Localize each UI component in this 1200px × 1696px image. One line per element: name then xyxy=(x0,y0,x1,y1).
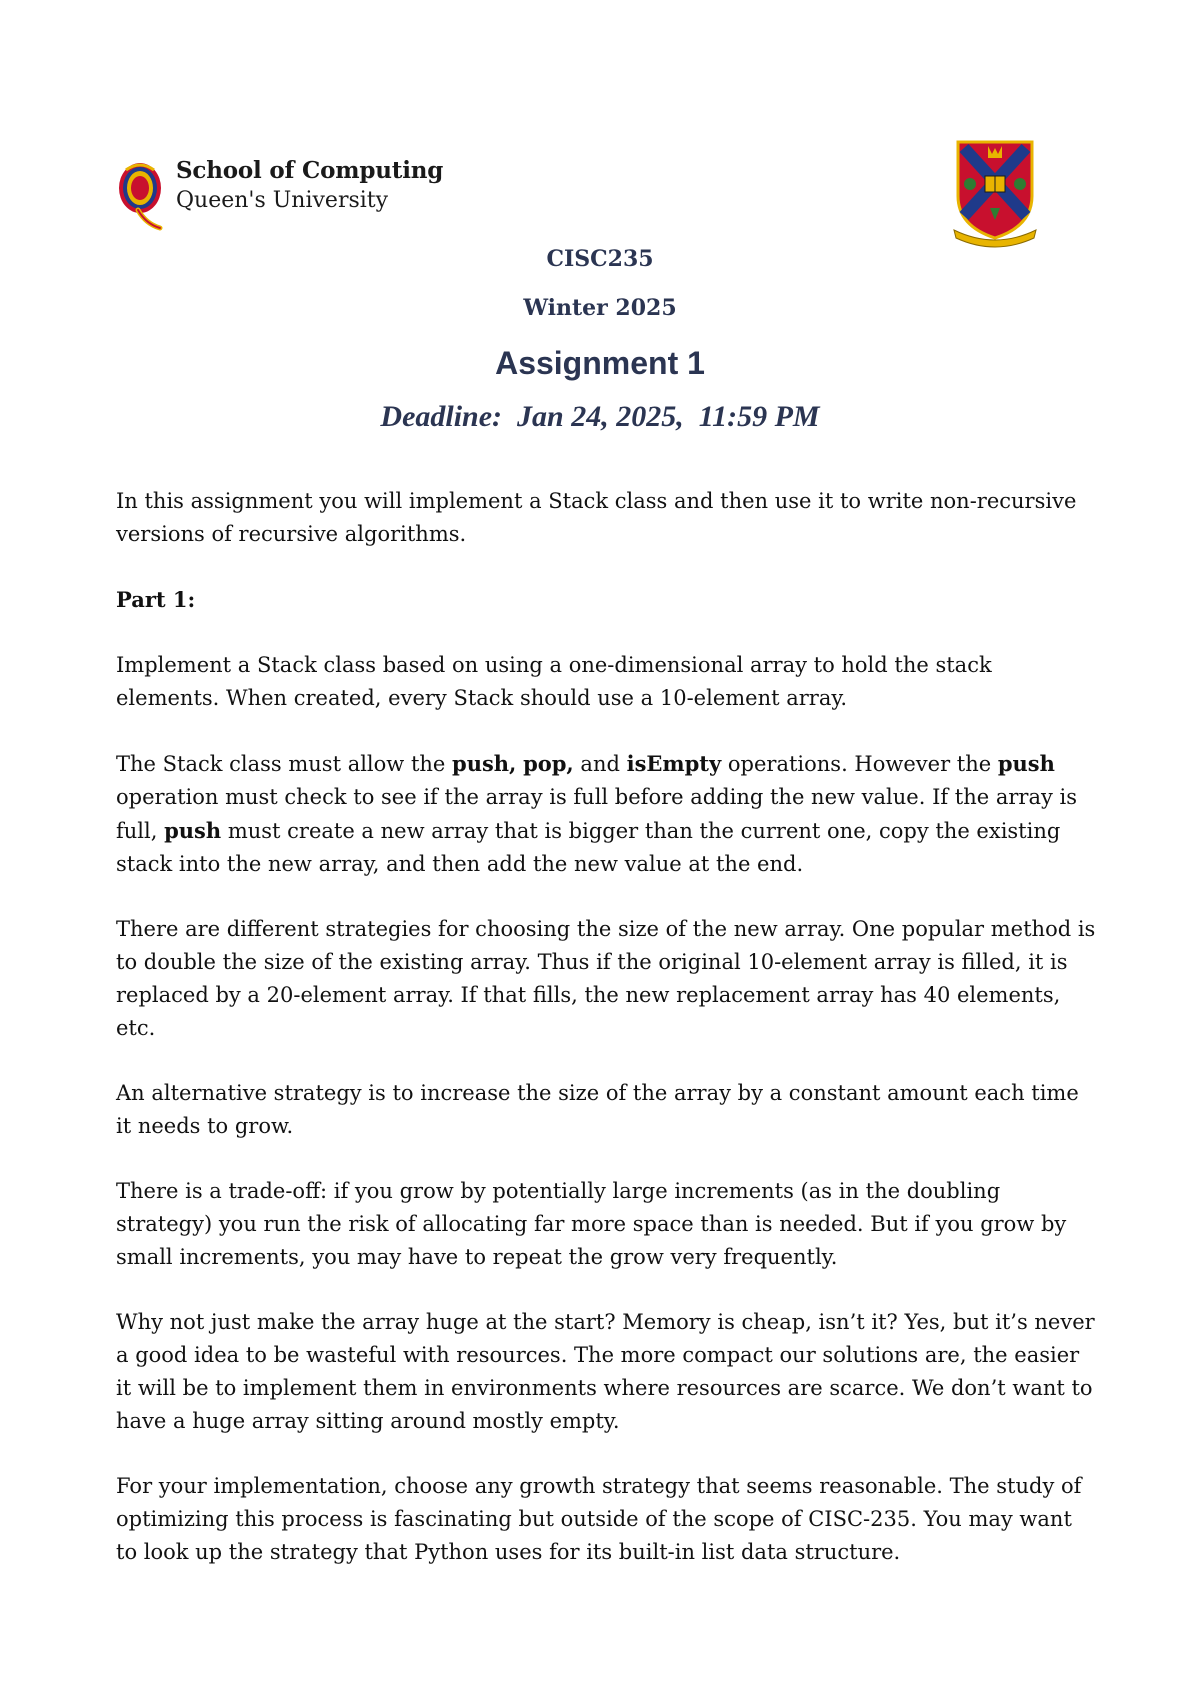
p2-text-6: must create a new array that is bigger than the current one, copy the existing stack into the new array, and then add the new value at the end. xyxy=(116,819,1061,876)
part-1-heading xyxy=(116,583,1096,617)
school-of-computing-wordmark xyxy=(176,156,443,216)
document-body xyxy=(116,485,1096,1601)
assignment-title: Assignment 1 xyxy=(495,345,705,381)
paragraph-implementation: For your implementation, choose any growth strategy that seems reasonable. The study of optimizing this process is fascinating but outside of the scope of CISC-235. You may want to look up the strategy that Python uses for its built-in list data structure. xyxy=(116,1474,1082,1564)
p2-text-3: and xyxy=(573,752,627,776)
school-of-computing-logo xyxy=(116,156,476,234)
part-1-heading-text: Part 1: xyxy=(116,587,196,612)
paragraph-growth-strategies: There are different strategies for choosing the size of the new array. One popular method is to double the size of the existing array. Thus if the original 10-element array is filled, it is replaced by a 20-element array. If that fills, the new replacement array has 40 elements, etc. xyxy=(116,917,1096,1040)
op-pop: pop, xyxy=(523,751,574,776)
paragraph-stack-class: Implement a Stack class based on using a one-dimensional array to hold the stack elements. When created, every Stack should use a 10-element array. xyxy=(116,653,992,710)
op-push: push, xyxy=(452,751,517,776)
deadline: Deadline: Jan 24, 2025, 11:59 PM xyxy=(380,400,820,433)
course-code: CISC235 xyxy=(546,246,654,272)
op-push-2: push xyxy=(997,751,1055,776)
term: Winter 2025 xyxy=(523,295,677,321)
p2-text-1: The Stack class must allow the xyxy=(116,752,453,776)
op-isempty: isEmpty xyxy=(626,751,722,776)
paragraph-alternative-strategy: An alternative strategy is to increase the size of the array by a constant amount each time it needs to grow. xyxy=(116,1081,1079,1138)
intro-paragraph: In this assignment you will implement a Stack class and then use it to write non-recursive versions of recursive algorithms. xyxy=(116,489,1077,546)
p2-text-5: operation must check to see if the array is full before adding the new value. If the array is full, xyxy=(116,785,1078,843)
school-of-computing-emblem-icon xyxy=(116,158,166,232)
queens-crest-icon xyxy=(950,138,1040,250)
school-name: School of Computing xyxy=(176,157,444,184)
university-name: Queen's University xyxy=(176,188,389,213)
paragraph-huge-array: Why not just make the array huge at the start? Memory is cheap, isn’t it? Yes, but it’s never a good idea to be wasteful with resources. The more compact our solutions are, the easier it will be to implement them in environments where resources are scarce. We don’t want to have a huge array sitting around mostly empty. xyxy=(116,1310,1095,1433)
op-push-3: push xyxy=(164,818,222,843)
paragraph-trade-off: There is a trade-off: if you grow by potentially large increments (as in the doubling strategy) you run the risk of allocating far more space than is needed. But if you grow by small increments, you may have to repeat the grow very frequently. xyxy=(116,1179,1067,1269)
p2-text-4: operations. However the xyxy=(721,752,998,776)
paragraph-stack-operations xyxy=(116,747,1096,881)
